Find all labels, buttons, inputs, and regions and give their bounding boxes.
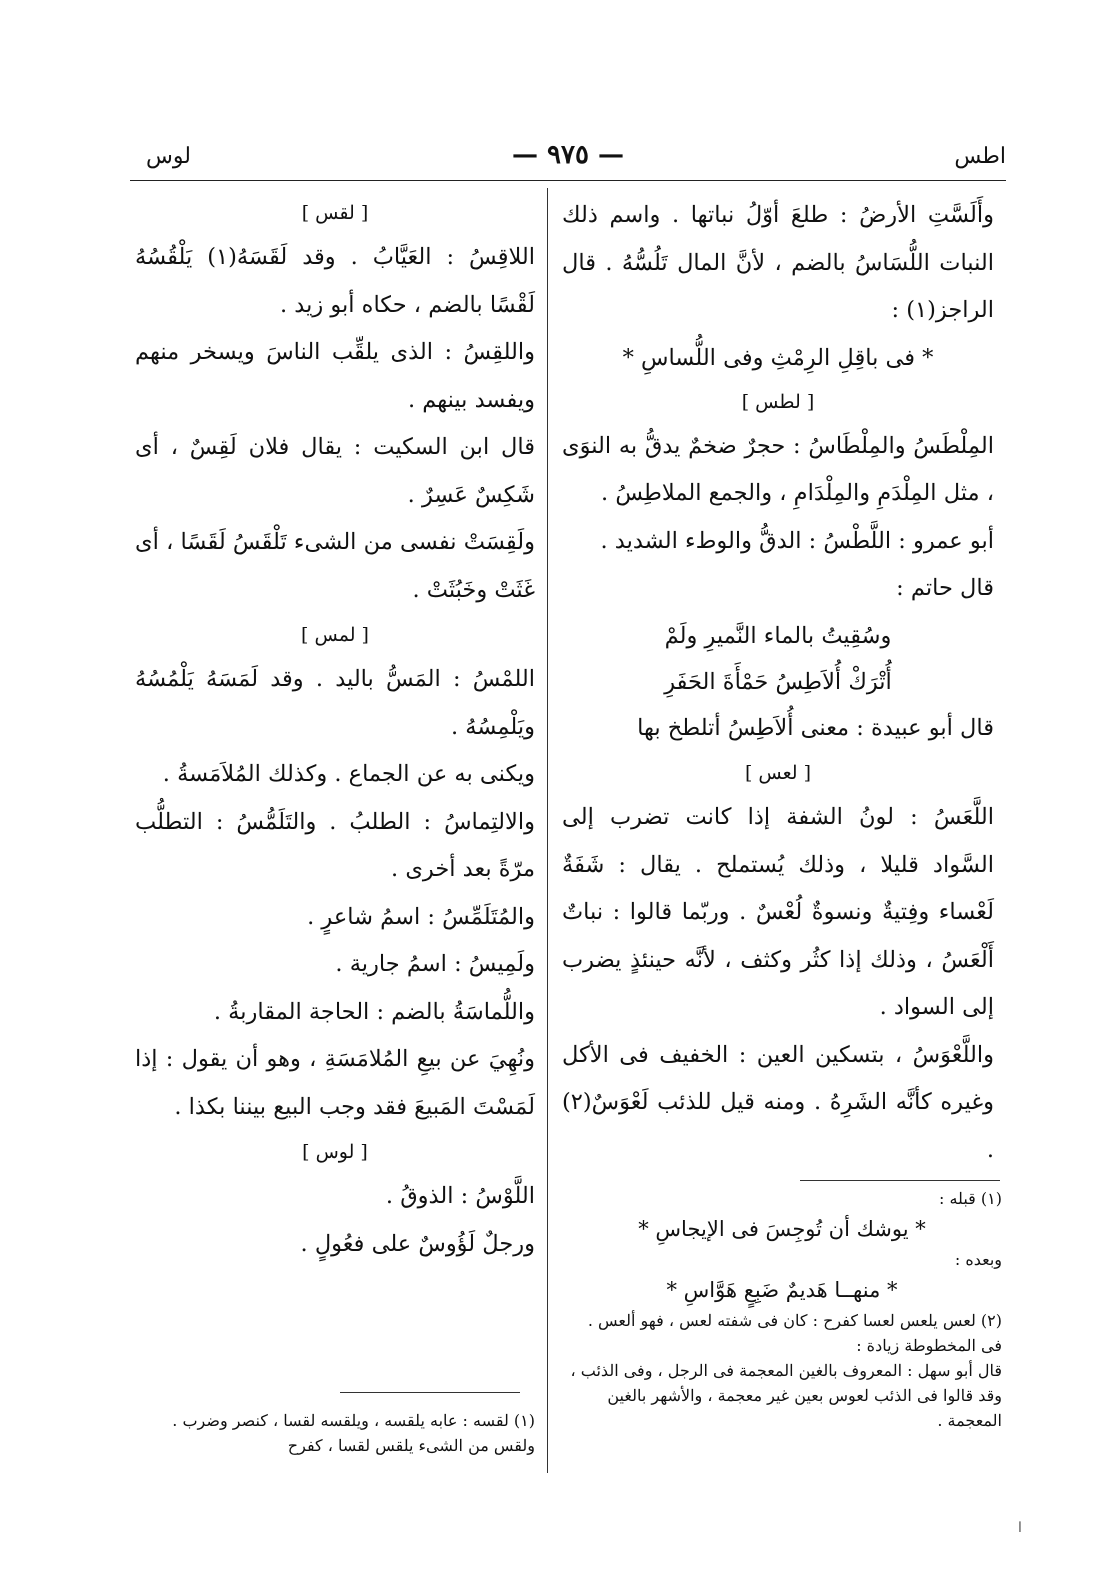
verse-line: وسُقِيتُ بالماء النَّميرِ ولَمْ: [664, 622, 892, 649]
dictionary-entry: أبو عمرو : اللَّطْسُ : الدقُّ والوطء الشديد .: [600, 527, 994, 554]
footnote-line: ولقس من الشىء يلقس لقسا ، كفرح: [287, 1436, 535, 1455]
dictionary-entry: واللقِسُ : الذى يلقِّب الناسَ ويسخر منهم ويفسد بينهم .: [135, 339, 535, 413]
entry-heading: [ لطس ]: [741, 390, 815, 413]
verse-line: * فى باقِلِ الرِمْثِ وفى اللُّساسِ *: [622, 344, 934, 371]
header-catchword-right: اطس: [954, 144, 1006, 169]
dictionary-entry: واللَّعْوَسُ ، بتسكين العين : الخفيف فى الأكل وغيره كأنَّه الشَرِهُ . ومنه قيل للذئب لَعْوَسٌ(٢) .: [562, 1041, 994, 1163]
dictionary-entry: قال حاتم :: [896, 575, 994, 601]
footnote-rule-right: [800, 1180, 1000, 1181]
right-column: [562, 192, 994, 1174]
footnote-line: (١) لقسه : عابه يلقسه ، ويلقسه لقسا ، كنصر وضرب .: [172, 1411, 535, 1430]
footnote-line: قال أبو سهل : المعروف بالغين المعجمة فى الرجل ، وفى الذئب ، وقد قالوا فى الذئب لعوس بعين غير معجمة ، والأشهر بالغين المعجمة .: [570, 1361, 1002, 1430]
dictionary-entry: اللَّوْسُ : الذوقُ .: [385, 1183, 535, 1209]
dictionary-entry: المِلْطَسُ والمِلْطَاسُ : حجرٌ ضخمٌ يدقُّ به النوَى ، مثل المِلْدَمِ والمِلْدَامِ ، والجمع الملاطِسُ .: [562, 432, 994, 506]
footnote-line: وبعده :: [954, 1250, 1002, 1269]
footnote-line: (١) قبله :: [939, 1189, 1002, 1208]
dictionary-entry: ورجلٌ لَؤُوسٌ على فعُولٍ .: [300, 1230, 535, 1257]
dictionary-entry: ويكنى به عن الجماع . وكذلك المُلاَمَسةُ .: [162, 761, 535, 787]
column-divider: [547, 188, 548, 1473]
verse-line: * منهــا هَديمٌ ضَبِعٍ هَوَّاسِ *: [666, 1278, 898, 1302]
left-column: [135, 192, 535, 1268]
verse-line: * يوشك أن تُوجِسَ فى الإيجاسِ *: [638, 1217, 926, 1241]
entry-heading: [ لعس ]: [744, 762, 812, 784]
page-number: — ٩٧٥ —: [511, 140, 625, 170]
dictionary-entry: قال أبو عبيدة : معنى أُلاَطِسُ أتلطخ بها: [637, 714, 994, 741]
left-footnotes: [135, 1408, 535, 1458]
dictionary-entry: قال ابن السكيت : يقال فلان لَقِسٌ ، أى شَكِسٌ عَسِرٌ .: [135, 434, 535, 508]
dictionary-entry: ونُهِيَ عن بيعِ المُلامَسَةِ ، وهو أن يقول : إذا لَمَسْتَ المَبيعَ فقد وجب البيع بيننا بكذا .: [135, 1046, 535, 1120]
header-rule: [130, 180, 1006, 181]
dictionary-entry: ولَقِسَتْ نفسى من الشىء تَلْقَسُ لَقَسًا ، أى غَثَتْ وخَبُثَتْ .: [135, 529, 535, 603]
header-catchword-left: لوس: [146, 144, 191, 169]
dictionary-entry: اللَّعَسُ : لونُ الشفة إذا كانت تضرب إلى السَّواد قليلا ، وذلك يُستملح . يقال : شَفَةٌ لَعْساء وفِتيةٌ ونسوةٌ لُعْسٌ . وربّما قالوا : نباتٌ أَلْعَسُ ، وذلك إذا كثُر وكثف ، لأنَّه حينئذٍ يضرب إلى السواد .: [562, 804, 994, 1020]
verse-line: أُتْرَكْ أُلاَطِسُ حَمْأَةَ الحَفَرِ: [664, 668, 892, 695]
footnote-rule-left: [340, 1392, 520, 1393]
page-header: [130, 140, 1006, 180]
dictionary-entry: وأَلَسَّتِ الأرضُ : طلعَ أوّلُ نباتها . واسم ذلك النبات اللُّسَاسُ بالضم ، لأنَّ المال تَلُسُّهُ . قال الراجز(١) :: [562, 202, 994, 323]
margin-mark: ا: [1018, 1520, 1022, 1536]
dictionary-entry: ولَمِيسُ : اسمُ جارية .: [335, 951, 535, 977]
entry-heading: [ لمس ]: [301, 624, 369, 646]
entry-heading: [ لقس ]: [301, 202, 369, 224]
dictionary-entry: والالتِماسُ : الطلبُ . والتَلَمُّسُ : التطلُّب مرّةً بعد أخرى .: [135, 808, 535, 882]
entry-heading: [ لوس ]: [302, 1141, 368, 1163]
dictionary-entry: اللمْسُ : المَسُّ باليد . وقد لَمَسَهُ يَلْمُسُهُ ويَلْمِسُهُ .: [135, 666, 535, 740]
right-footnotes: [562, 1186, 1002, 1433]
footnote-line: (٢) لعس يلعس لعسا كفرح : كان فى شفته لعس ، فهو ألعس . فى المخطوطة زيادة :: [587, 1311, 1002, 1355]
dictionary-entry: والمُتَلَمِّسُ : اسمُ شاعرٍ .: [307, 903, 535, 930]
dictionary-entry: واللُّماسَةُ بالضم : الحاجة المقاربةُ .: [213, 998, 535, 1025]
dictionary-entry: اللاقِسُ : العَيَّابُ . وقد لَقَسَهُ(١) يَلْقُسُهُ لَقْسًا بالضم ، حكاه أبو زيد .: [135, 244, 535, 318]
